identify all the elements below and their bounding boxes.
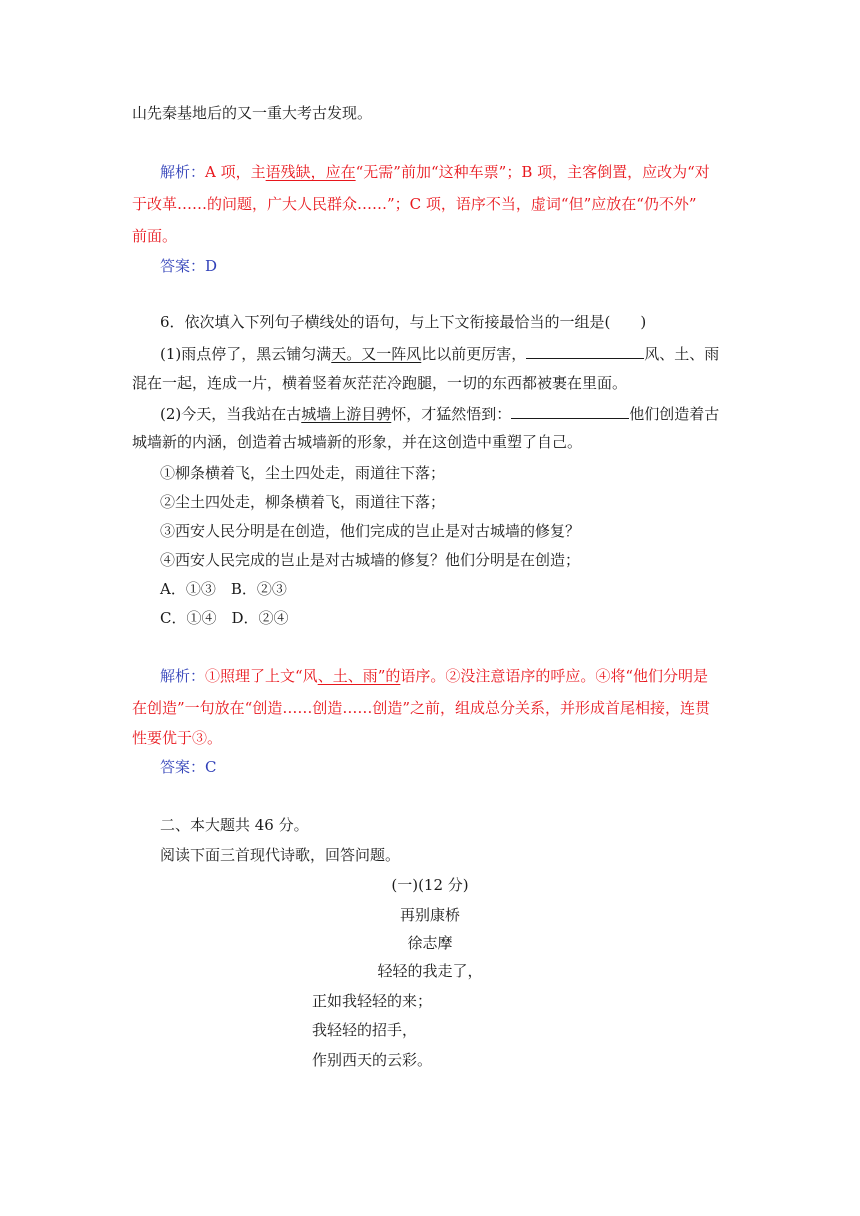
q6-choices-ab: A．①③ B．②③ [160, 580, 287, 598]
q6-analysis-line-2: 在创造”一句放在“创造……创造……创造”之前，组成总分关系，并形成首尾相接，连贯 [132, 699, 711, 717]
q5-analysis-line-1 [160, 162, 760, 182]
q6-s2-text: 怀，才猛然悟到： [391, 405, 512, 423]
q5-analysis-line-2: 于改革……的问题，广大人民群众……”；C 项，语序不当，虚词“但”应放在“仍不外” [132, 195, 697, 213]
q6-analysis-label: 解析： [160, 667, 206, 685]
q6-answer [160, 757, 760, 777]
q6-analysis-text: ①照理了上文“风 [205, 667, 318, 685]
q5-answer-value: D [205, 257, 218, 275]
q5-answer-label: 答案： [160, 257, 206, 275]
q6-analysis-text: 语序。②没注意语序的呼应。④将“他们分明是 [400, 667, 709, 685]
q6-s2-blank [511, 404, 629, 419]
q5-analysis-line-3: 前面。 [132, 227, 178, 245]
poem-line: 轻轻的我走了， [377, 962, 483, 980]
poem-line: 我轻轻的招手， [312, 1021, 418, 1039]
poem-line: 作别西天的云彩。 [312, 1051, 433, 1069]
q6-sentence-2 [160, 404, 760, 424]
q6-option-3: ③西安人民分明是在创造，他们完成的岂止是对古城墙的修复？ [160, 522, 581, 540]
poem-part-label: (一)(12 分) [391, 876, 469, 894]
section-heading: 二、本大题共 46 分。 [160, 816, 309, 834]
q6-s2-underline: 城墙上游目骋 [301, 405, 392, 423]
q6-s1-text: 风、土、雨 [644, 345, 720, 363]
poem-title: 再别康桥 [399, 906, 460, 924]
q6-s2-text: (2)今天，当我站在古 [160, 405, 302, 423]
q6-analysis-line-3: 性要优于③。 [132, 729, 223, 747]
q6-answer-value: C [205, 758, 217, 776]
q6-choices-cd: C．①④ D．②④ [160, 609, 289, 627]
q6-option-4: ④西安人民完成的岂止是对古城墙的修复？他们分明是在创造； [160, 551, 581, 569]
poem-author: 徐志摩 [407, 934, 453, 952]
q6-s1-blank [526, 344, 644, 359]
q6-analysis-line-1 [160, 666, 760, 686]
q6-analysis-underline: 、土、雨”的 [317, 667, 401, 685]
q6-answer-label: 答案： [160, 758, 206, 776]
section-instruction: 阅读下面三首现代诗歌，回答问题。 [160, 846, 401, 864]
q6-s1-text: (1)雨点停了，黑云铺匀满 [160, 345, 332, 363]
q6-s1-text: 比以前更厉害， [421, 345, 527, 363]
q6-s1-underline: 天。又一阵风 [331, 345, 422, 363]
q6-sentence-2-cont: 城墙新的内涵，创造着古城墙新的形象，并在这创造中重塑了自己。 [132, 433, 583, 451]
poem-line: 正如我轻轻的来； [312, 992, 433, 1010]
q6-option-2: ②尘土四处走，柳条横着飞，雨道往下落； [160, 493, 446, 511]
q6-s2-text: 他们创造着古 [629, 405, 720, 423]
q5-analysis-underline: 语残缺，应在 [265, 163, 356, 181]
q6-stem: 6．依次填入下列句子横线处的语句，与上下文衔接最恰当的一组是( ) [160, 313, 647, 331]
intro-tail: 山先秦基地后的又一重大考古发现。 [132, 104, 373, 122]
q6-option-1: ①柳条横着飞，尘土四处走，雨道往下落； [160, 464, 446, 482]
q6-sentence-1 [160, 344, 760, 364]
q5-analysis-label: 解析： [160, 163, 206, 181]
q6-sentence-1-cont: 混在一起，连成一片，横着竖着灰茫茫冷跑腿，一切的东西都被裹在里面。 [132, 374, 628, 392]
q5-answer [160, 256, 760, 276]
q5-analysis-text: “无需”前加“这种车票”；B 项，主客倒置，应改为“对 [355, 163, 710, 181]
q5-analysis-text: A 项，主 [205, 163, 266, 181]
